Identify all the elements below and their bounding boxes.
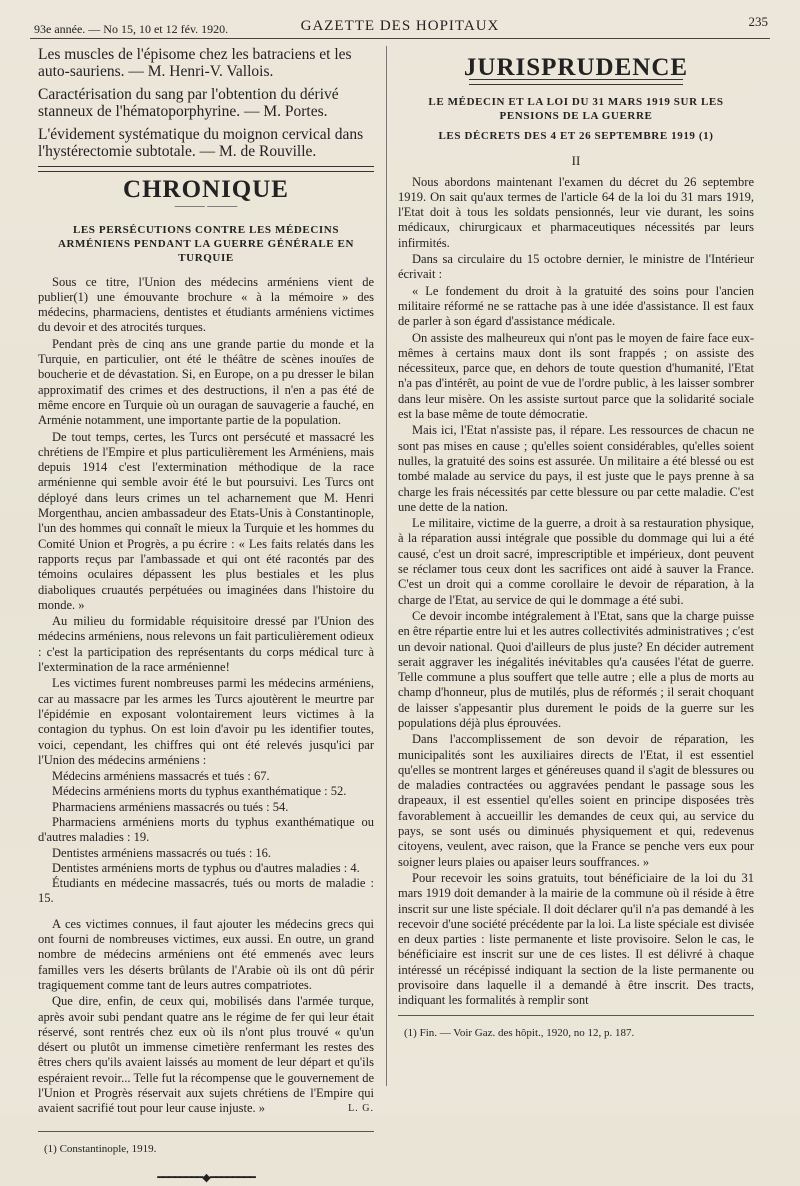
footnote-rule [398,1015,754,1016]
stat-line: Pharmaciens arméniens morts du typhus exanthématique ou d'autres maladies : 19. [38,814,374,845]
paragraph: De tout temps, certes, les Turcs ont persécuté et massacré les chrétiens de l'Empire et plus particulièrement les Arméniens, mais depuis 1914 c'est l'extermination méthodique de la race arménienne qui semble avoir été le but poursuivi. Les Turcs ont déployé dans leurs crimes un tel acharnement que M. Henri Morgenthau, ancien ambassadeur des Etats-Unis à Constantinople, l'un des hommes qui connaît le mieux la Turquie et les hommes du Comité Union et Progrès, a pu écrire : « Les faits relatés dans les rapports reçus par l'ambassade et qui ont été racontés par des témoins oculaires dépassent les plus bestiales et les plus diaboliques cruautés perpétuées ou imaginées dans l'histoire du monde. » [38,429,374,612]
article-title: LE MÉDECIN ET LA LOI DU 31 MARS 1919 SUR LES PENSIONS DE LA GUERRE [428,96,724,123]
stat-line: Dentistes arméniens massacrés ou tués : 16. [52,845,272,860]
double-rule [38,166,374,172]
column-divider [386,46,387,1086]
table-of-contents [38,46,374,160]
paragraph: « Le fondement du droit à la gratuité des soins pour l'ancien militaire réformé ne se rattache pas à une idée d'assistance. Il est faux de parler à son égard d'assistance médicale. [398,283,754,329]
stat-line: Médecins arméniens massacrés et tués : 67. [52,769,270,784]
article-subtitle: LES DÉCRETS DES 4 ET 26 SEPTEMBRE 1919 (1) [438,130,714,143]
stat-line: Dentistes arméniens morts de typhus ou d'autres maladies : 4. [52,860,360,875]
paragraph: A ces victimes connues, il faut ajouter les médecins grecs qui ont fourni de nombreuses victimes, eux aussi. En outre, un grand nombre de médecins arméniens ont été emmenés avec leurs familles vers les déserts brûlants de l'Arabie où ils ont dû périr tragiquement comme tant de leurs autres compatriotes. [38,916,374,992]
article-title: LES PERSÉCUTIONS CONTRE LES MÉDECINS ARMÉNIENS PENDANT LA GUERRE GÉNÉRALE EN TURQUIE [57,223,355,264]
journal-title: GAZETTE DES HOPITAUX [300,18,500,34]
signature: L. G. [348,1103,374,1115]
paragraph: Dans sa circulaire du 15 octobre dernier, le ministre de l'Intérieur écrivait : [398,252,754,282]
paragraph: On assiste des malheureux qui n'ont pas le moyen de faire face eux-mêmes à certains maux dont ils sont frappés ; on assiste des nécessiteux, parce que, en dehors de toute question d'humanité, l'Etat n'a pas d'intérêt, au point de vue de l'ordre public, à les laisser sombrer dans leur misère. On les assiste surtout parce que la solidarité sociale est la base même de toute démocratie. [398,330,754,422]
end-ornament: ━━━━━━━━◆━━━━━━━━ [157,1171,255,1184]
paragraph: Les victimes furent nombreuses parmi les médecins arméniens, car au massacre par les armes les Turcs ajoutèrent le meurtre par l'épidémie en exposant volontairement leurs victimes à la contagion du typhus. On est loin d'avoir pu les identifier toutes, voici, cependant, les chiffres qui ont été relevés jusqu'ici par l'Union des médecins arméniens : [38,676,374,767]
part-number: II [571,153,581,169]
page-number: 235 [748,14,768,29]
paragraph: Le militaire, victime de la guerre, a droit à sa restauration physique, à la réparation aussi intégrale que possible du dommage qui lui a été causé, c'est un droit sacré, imprescriptible et impérieux, dont peuvent se réclamer tous ceux dont les sacrifices ont aidé à sauver la France. C'est un droit qui a comme corollaire le devoir de réparation, à la charge de l'Etat, au service de qui le dommage a été subi. [398,516,754,607]
paragraph: Mais ici, l'Etat n'assiste pas, il répare. Les ressources de chacun ne sont pas mises en cause ; qu'elles soient considérables, qu'elles soient nulles, la gratuité des soins est assurée. Un militaire a été blessé ou est tombé malade au service du pays, il est juste que le pays prenne à sa charge les frais nécessités par cette blessure ou par cette maladie. C'est une dette de la nation. [398,423,754,514]
paragraph: Sous ce titre, l'Union des médecins arméniens vient de publier(1) une émouvante brochure « à la mémoire » des médecins, pharmaciens, dentistes et étudiants arméniens victimes du devoir et des atrocités turques. [38,274,374,335]
stat-line: Étudiants en médecine massacrés, tués ou morts de maladie : 15. [38,876,374,906]
paragraph: Pour recevoir les soins gratuits, tout bénéficiaire de la loi du 31 mars 1919 doit demander à la mairie de la commune où il réside à être inscrit sur une liste spéciale. Il doit déclarer qu'il n'a pas demandé à les recevoir d'une société précédente par la loi. La liste spéciale est divisée en deux parties : liste permanente et liste provisoire. Selon le cas, le bénéficiaire est inscrit sur une de ces listes. Il est délivré à chaque intéressé un récépissé indiquant la section de la liste permanente ou provisoire dans laquelle il a demandé à être inscrit. Des tracts, indiquant les formalités à remplir sont [398,870,754,1008]
paragraph: Nous abordons maintenant l'examen du décret du 26 septembre 1919. On sait qu'aux termes de l'article 64 de la loi du 31 mars 1919, l'Etat doit à tous les soldats pensionnés, leur vie durant, les soins médicaux, chirurgicaux et pharmaceutiques nécessités par leurs infirmités. [398,174,754,250]
paragraph: Pendant près de cinq ans une grande partie du monde et la Turquie, en particulier, ont été le théâtre de scènes inouïes de boucherie et de dévastation. Si, en Europe, on a pu dresser le bilan approximatif des crimes et des destructions, il n'en a pas été de même encore en Turquie où un ouragan de sauvagerie a fauché, en Arménie notamment, une importante partie de la population. [38,336,374,428]
footnote: (1) Fin. — Voir Gaz. des hôpit., 1920, no 12, p. 187. [404,1026,635,1039]
footnote-rule [38,1131,374,1132]
title-ornament: ——— ——— [174,201,238,213]
page-header [30,14,770,39]
footnote: (1) Constantinople, 1919. [44,1142,157,1155]
paragraph-text: Que dire, enfin, de ceux qui, mobilisés dans l'armée turque, après avoir subi pendant quatre ans le régime de fer qui leur était réservé, sont rentrés chez eux où ils n'ont plus trouvé « qu'un désert ou plutôt un immense cimetière renfermant les restes des êtres chers qu'ils avaient laissés au moment de leur départ et qu'ils espéraient revoir... Telle fut la récompense que le gouvernement de l'Union et Progrès réservait aux sujets chrétiens de l'Empire qui avaient sacrifié tout pour leur cause injuste. » [38,994,374,1116]
paragraph: Au milieu du formidable réquisitoire dressé par l'Union des médecins arméniens, nous relevons un fait particulièrement odieux : c'est la participation des représentants du corps médical turc à l'extermination de la race arménienne! [38,614,374,675]
paragraph: Dans l'accomplissement de son devoir de réparation, les municipalités sont les auxiliaires directs de l'Etat, il est essentiel qu'elles se montrent larges et généreuses quand il s'agit de blessures ou de maladies contractées ou aggravées pendant le passage sous les drapeaux, il est essentiel qu'elles soient en principe disposées très favorablement à accueillir les demandes de ceux qui, au service du pays, se sont usés ou diminués physiquement et qui, redevenus citoyens, veulent, avec raison, que la France se penche vers eux pour soigner leurs plaies ou apaiser leurs souffrances. » [398,732,754,869]
section-title: JURISPRUDENCE [463,54,689,81]
section-title: CHRONIQUE [123,176,289,203]
toc-item: Caractérisation du sang par l'obtention du dérivé stanneux de l'hématoporphyrine. — M. Portes. [38,86,339,120]
stat-line: Médecins arméniens morts du typhus exanthématique : 52. [52,784,347,799]
paragraph: Ce devoir incombe intégralement à l'Etat, sans que la charge puisse en être répartie entre lui et les autres collectivités administratives ; c'est un devoir national. Quoi d'ailleurs de plus juste? En décider autrement serait aggraver les inégalités inévitables qu'a causées l'état de guerre. Telle commune a plus souffert que telle autre ; elle a plus de morts au champ d'honneur, plus de mutilés, plus de réformés ; il serait choquant de laisser s'appesantir plus durement le poids de la guerre sur les populations déjà plus éprouvées. [398,608,754,730]
issue-info: 93e année. — No 15, 10 et 12 fév. 1920. [34,22,229,36]
stat-line: Pharmaciens arméniens massacrés ou tués : 54. [52,799,289,814]
paragraph [38,994,374,1116]
right-column [398,46,754,1041]
left-column [38,46,374,1186]
toc-item: Les muscles de l'épisome chez les batraciens et les auto-sauriens. — M. Henri-V. Vallois. [38,46,352,80]
toc-item: L'évidement systématique du moignon cervical dans l'hystérectomie subtotale. — M. de Rouville. [38,126,364,160]
